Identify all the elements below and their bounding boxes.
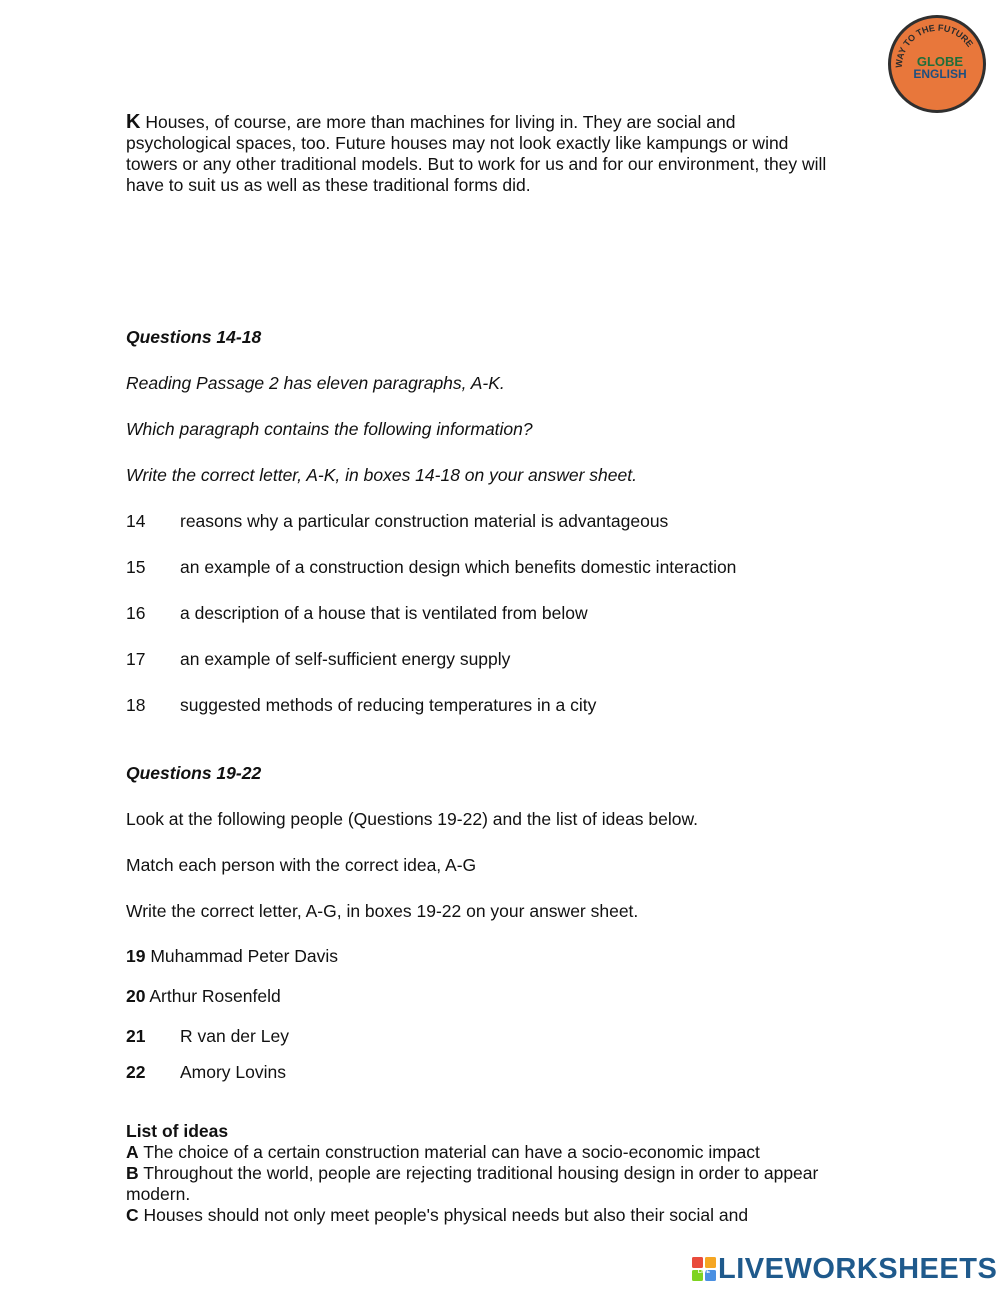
question-item — [0, 603, 1000, 624]
idea-letter: A — [126, 1142, 139, 1162]
liveworksheets-logo-icon — [692, 1257, 716, 1281]
questions-19-22-heading: Questions 19-22 — [126, 763, 262, 783]
question-item — [0, 695, 1000, 716]
idea-item — [126, 1205, 876, 1226]
question-text: suggested methods of reducing temperatures in a city — [180, 695, 597, 715]
person-item — [126, 946, 338, 967]
person-item — [0, 1062, 1000, 1083]
person-name: Arthur Rosenfeld — [149, 986, 281, 1006]
question-number: 15 — [126, 557, 146, 577]
idea-item — [126, 1142, 876, 1163]
instruction-line: Which paragraph contains the following information? — [126, 419, 533, 439]
idea-letter: B — [126, 1163, 139, 1183]
person-number: 21 — [126, 1026, 146, 1046]
question-number: 14 — [126, 511, 146, 531]
logo-arc-text: WAY TO THE FUTURE — [893, 22, 976, 69]
question-number: 16 — [126, 603, 146, 623]
person-number: 20 — [126, 986, 146, 1006]
instruction-line: Write the correct letter, A-K, in boxes 14-18 on your answer sheet. — [126, 465, 637, 485]
globe-english-logo — [886, 13, 988, 115]
question-item — [0, 649, 1000, 670]
idea-text: Houses should not only meet people's physical needs but also their social and — [143, 1205, 749, 1225]
idea-item — [126, 1163, 876, 1184]
instruction-line: Look at the following people (Questions 19-22) and the list of ideas below. — [126, 809, 699, 829]
person-name: R van der Ley — [180, 1026, 289, 1046]
question-text: a description of a house that is ventilated from below — [180, 603, 588, 623]
instruction-line: Match each person with the correct idea, A-G — [126, 855, 477, 875]
idea-letter: C — [126, 1205, 139, 1225]
person-name: Muhammad Peter Davis — [150, 946, 339, 966]
question-number: 18 — [126, 695, 146, 715]
paragraph-k — [126, 112, 876, 196]
logo-globe-text: GLOBE — [916, 54, 964, 69]
idea-text: Throughout the world, people are rejecting traditional housing design in order to appear — [143, 1163, 819, 1183]
liveworksheets-watermark — [692, 1254, 997, 1284]
person-name: Amory Lovins — [180, 1062, 287, 1082]
idea-text-continued: modern. — [126, 1184, 191, 1204]
person-item — [0, 1026, 1000, 1047]
person-number: 22 — [126, 1062, 146, 1082]
question-number: 17 — [126, 649, 146, 669]
logo-english-text: ENGLISH — [913, 67, 967, 81]
person-number: 19 — [126, 946, 146, 966]
liveworksheets-text: LIVEWORKSHEETS — [718, 1253, 998, 1285]
question-text: an example of self-sufficient energy supply — [180, 649, 511, 669]
paragraph-line: Houses, of course, are more than machines for living in. They are social and — [145, 112, 736, 132]
paragraph-letter: K — [126, 111, 141, 133]
person-item — [126, 986, 281, 1007]
instruction-line: Reading Passage 2 has eleven paragraphs, A-K. — [126, 373, 505, 393]
paragraph-line: have to suit us as well as these traditional forms did. — [126, 175, 531, 195]
svg-text:LIVE: LIVE — [697, 1269, 711, 1275]
instruction-line: Write the correct letter, A-G, in boxes 19-22 on your answer sheet. — [126, 901, 639, 921]
question-item — [0, 557, 1000, 578]
questions-14-18-heading: Questions 14-18 — [126, 327, 262, 347]
paragraph-line: towers or any other traditional models. But to work for us and for our environment, they will — [126, 154, 827, 174]
idea-text: The choice of a certain construction material can have a socio-economic impact — [143, 1142, 760, 1162]
list-of-ideas — [126, 1121, 876, 1226]
paragraph-line: psychological spaces, too. Future houses may not look exactly like kampungs or wind — [126, 133, 789, 153]
question-text: an example of a construction design which benefits domestic interaction — [180, 557, 737, 577]
question-text: reasons why a particular construction material is advantageous — [180, 511, 669, 531]
list-of-ideas-heading: List of ideas — [126, 1121, 229, 1141]
question-item — [0, 511, 1000, 532]
